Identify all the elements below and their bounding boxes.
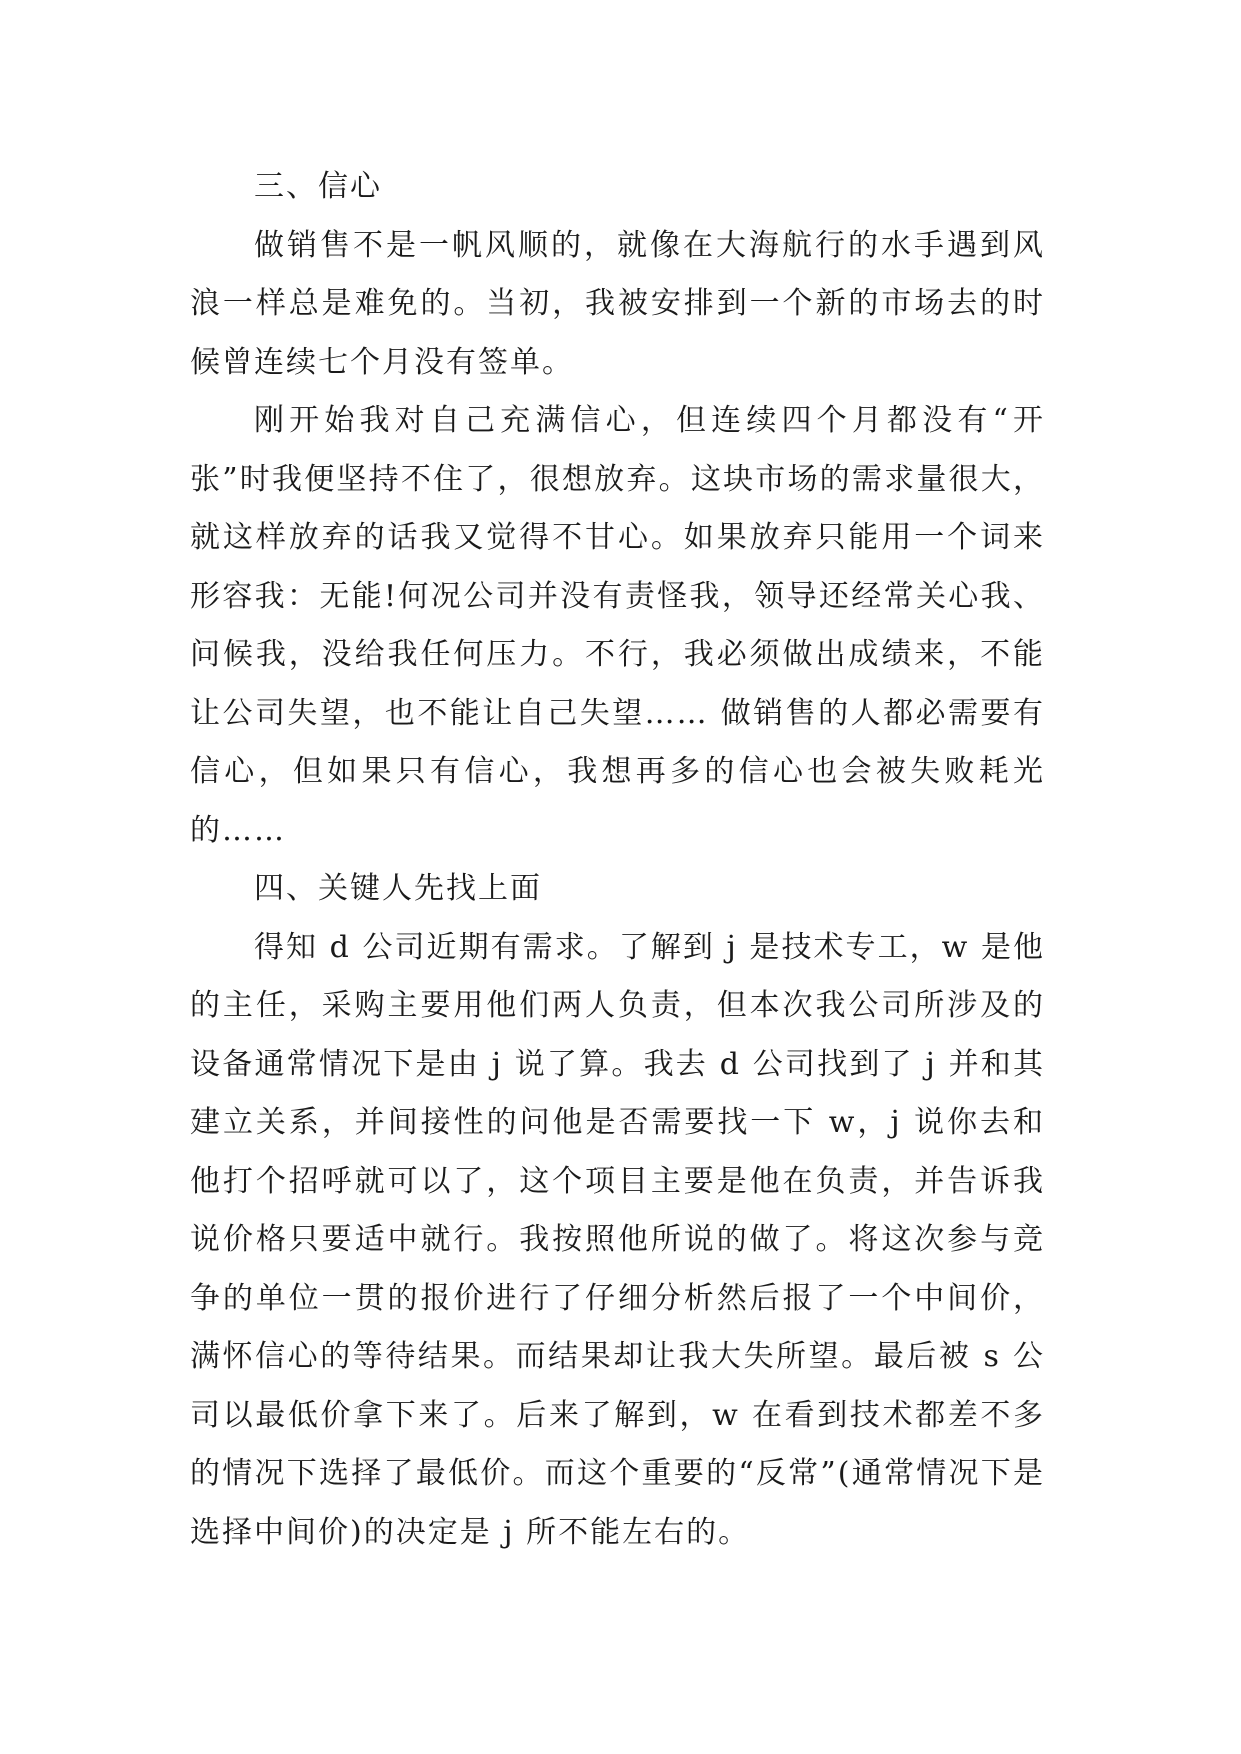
section-heading-confidence: 三、信心	[254, 169, 382, 204]
document-body	[190, 158, 1045, 1562]
section-heading-key-person: 四、关键人先找上面	[254, 871, 542, 906]
body-paragraph: 刚开始我对自己充满信心，但连续四个月都没有“开张”时我便坚持不住了，很想放弃。这块市场的需求量很大，就这样放弃的话我又觉得不甘心。如果放弃只能用一个词来形容我：无能!何况公司并没有责怪我，领导还经常关心我、问候我，没给我任何压力。不行，我必须做出成绩来，不能让公司失望，也不能让自己失望…… 做销售的人都必需要有信心，但如果只有信心，我想再多的信心也会被失败耗光的……	[190, 403, 1045, 848]
body-paragraph: 做销售不是一帆风顺的，就像在大海航行的水手遇到风浪一样总是难免的。当初，我被安排到一个新的市场去的时候曾连续七个月没有签单。	[190, 227, 1045, 380]
body-paragraph: 得知 d 公司近期有需求。了解到 j 是技术专工，w 是他的主任，采购主要用他们两人负责，但本次我公司所涉及的设备通常情况下是由 j 说了算。我去 d 公司找到了 j 并和其建立关系，并间接性的问他是否需要找一下 w，j 说你去和他打个招呼就可以了，这个项目主要是他在负责，并告诉我说价格只要适中就行。我按照他所说的做了。将这次参与竞争的单位一贯的报价进行了仔细分析然后报了一个中间价，满怀信心的等待结果。而结果却让我大失所望。最后被 s 公司以最低价拿下来了。后来了解到，w 在看到技术都差不多的情况下选择了最低价。而这个重要的“反常”(通常情况下是选择中间价)的决定是 j 所不能左右的。	[190, 929, 1045, 1550]
